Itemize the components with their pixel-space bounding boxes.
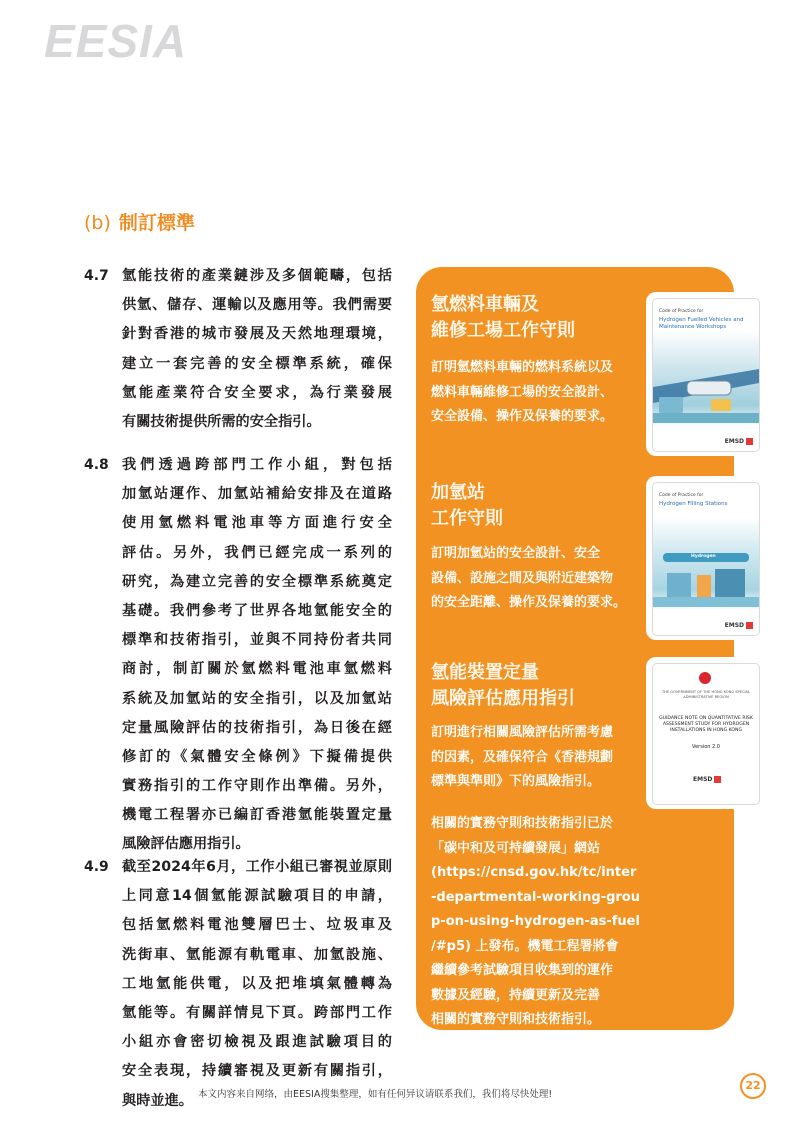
text-line: 工地氫能供電，以及把堆填氣體轉為 bbox=[122, 975, 392, 992]
text-line: 氫能等。有關詳情見下頁。跨部門工作 bbox=[122, 1004, 392, 1021]
footnote: 本文内容来自网络，由EESIA搜集整理，如有任何异议请联系我们，我们将尽快处理! bbox=[198, 1089, 553, 1100]
cover-title: Hydrogen Fuelled Vehicles and Maintenance Workshops bbox=[659, 317, 744, 330]
cover-title: Hydrogen Filling Stations bbox=[659, 501, 728, 507]
page-number: 22 bbox=[740, 1073, 766, 1099]
emsd-logo: EMSD bbox=[725, 438, 753, 445]
text-line: 商討，制訂關於氫燃料電池車氫燃料 bbox=[122, 661, 392, 678]
cover-banner-text: Hydrogen bbox=[691, 554, 716, 559]
text-line: 有關技術提供所需的安全指引。 bbox=[122, 413, 321, 430]
text-line: 氫能技術的產業鏈涉及多個範疇，包括 bbox=[122, 268, 392, 284]
cover-subtitle: Code of Practice for bbox=[659, 493, 704, 498]
text-line: 針對香港的城市發展及天然地理環境， bbox=[122, 326, 392, 343]
section-number: (b) bbox=[84, 212, 111, 234]
text-line: 截至2024年6月，工作小組已審視並原則 bbox=[122, 859, 392, 875]
panel-item-description: 訂明氫燃料車輛的燃料系統以及 燃料車輛維修工場的安全設計、 安全設備、操作及保養的要求。 bbox=[431, 360, 614, 424]
text-line: 系統及加氫站的安全指引，以及加氫站 bbox=[122, 690, 392, 707]
paragraph-number: 4.7 bbox=[84, 268, 109, 284]
cover-subtitle: Code of Practice for bbox=[659, 309, 704, 314]
text-line: 使用氫燃料電池車等方面進行安全 bbox=[122, 515, 392, 532]
text-line: 機電工程署亦已編訂香港氫能裝置定量 bbox=[122, 807, 392, 824]
section-title-text: 制訂標準 bbox=[118, 212, 195, 234]
text-line: 實務指引的工作守則作出準備。另外， bbox=[122, 778, 392, 795]
panel-item-title: 氫燃料車輛及 維修工場工作守則 bbox=[431, 294, 575, 341]
text-line: 評估。另外，我們已經完成一系列的 bbox=[122, 544, 392, 561]
text-line: 加氫站運作、加氫站補給安排及在道路 bbox=[122, 486, 392, 503]
text-line: 小組亦會密切檢視及跟進試驗項目的 bbox=[122, 1034, 392, 1051]
hksar-emblem-icon bbox=[699, 672, 711, 684]
text-line: 研究，為建立完善的安全標準系統奠定 bbox=[122, 573, 392, 590]
text-line: 修訂的《氣體安全條例》下擬備提供 bbox=[122, 748, 392, 765]
text-line: 供氫、儲存、運輸以及應用等。我們需要 bbox=[122, 297, 392, 314]
panel-item-description: 訂明加氫站的安全設計、安全 設備、設施之間及與附近建築物 的安全距離、操作及保養的要求。 bbox=[431, 546, 627, 610]
panel-item-description: 訂明進行相關風險評估所需考慮 的因素，及確保符合《香港規劃 標準與準則》下的風險指引。 bbox=[431, 725, 614, 789]
panel-note: 相關的實務守則和技術指引已於 「碳中和及可持續發展」網站 (https://cnsd.gov.hk/tc/inter -departmental-working-grou p-on-using-hydrogen-as-fuel /#p5) 上發布。機電工程署將會 繼續參考試驗項目收集到的運作 數據及經驗，持續更新及完善 相關的實務守則和技術指引。 bbox=[431, 816, 640, 1027]
emsd-logo: EMSD bbox=[725, 622, 753, 629]
cover-hydrogen-vehicles-code bbox=[648, 294, 762, 454]
eesia-logo: EESIA bbox=[44, 15, 188, 67]
cover-subtitle: THE GOVERNMENT OF THE HONG KONG SPECIAL ADMINISTRATIVE REGION bbox=[661, 690, 751, 699]
text-line: 基礎。我們參考了世界各地氫能安全的 bbox=[122, 602, 392, 619]
text-line: 洗街車、氫能源有軌電車、加氫設施、 bbox=[122, 946, 392, 963]
text-line: 建立一套完善的安全標準系統，確保 bbox=[122, 355, 392, 372]
panel-item-title: 氫能裝置定量 風險評估應用指引 bbox=[431, 662, 575, 709]
text-line: 定量風險評估的技術指引，為日後在經 bbox=[122, 719, 392, 736]
emsd-logo: EMSD bbox=[693, 776, 721, 783]
paragraph-number: 4.8 bbox=[84, 457, 109, 473]
cover-hydrogen-filling-stations-code bbox=[648, 478, 762, 638]
section-heading bbox=[84, 208, 195, 235]
paragraph-number: 4.9 bbox=[84, 859, 109, 875]
text-line: 包括氫燃料電池雙層巴士、垃圾車及 bbox=[122, 917, 392, 934]
text-line: 與時並進。 bbox=[122, 1092, 193, 1109]
panel-item-title: 加氫站 工作守則 bbox=[431, 482, 503, 529]
text-line: 安全表現，持續審視及更新有關指引， bbox=[122, 1063, 392, 1080]
cover-title: GUIDANCE NOTE ON QUANTITATIVE RISK ASSESSMENT STUDY FOR HYDROGEN INSTALLATIONS IN HONG KONG bbox=[659, 716, 753, 733]
text-line: 氫能產業符合安全要求，為行業發展 bbox=[122, 384, 392, 401]
text-line: 標準和技術指引，並與不同持份者共同 bbox=[122, 632, 392, 649]
text-line: 風險評估應用指引。 bbox=[122, 836, 250, 853]
text-line: 我們透過跨部門工作小組，對包括 bbox=[122, 457, 392, 473]
cover-version: Version 2.0 bbox=[692, 744, 720, 750]
text-line: 上同意14個氫能源試驗項目的申請， bbox=[122, 888, 392, 905]
cover-qra-guidance-note bbox=[648, 659, 762, 807]
